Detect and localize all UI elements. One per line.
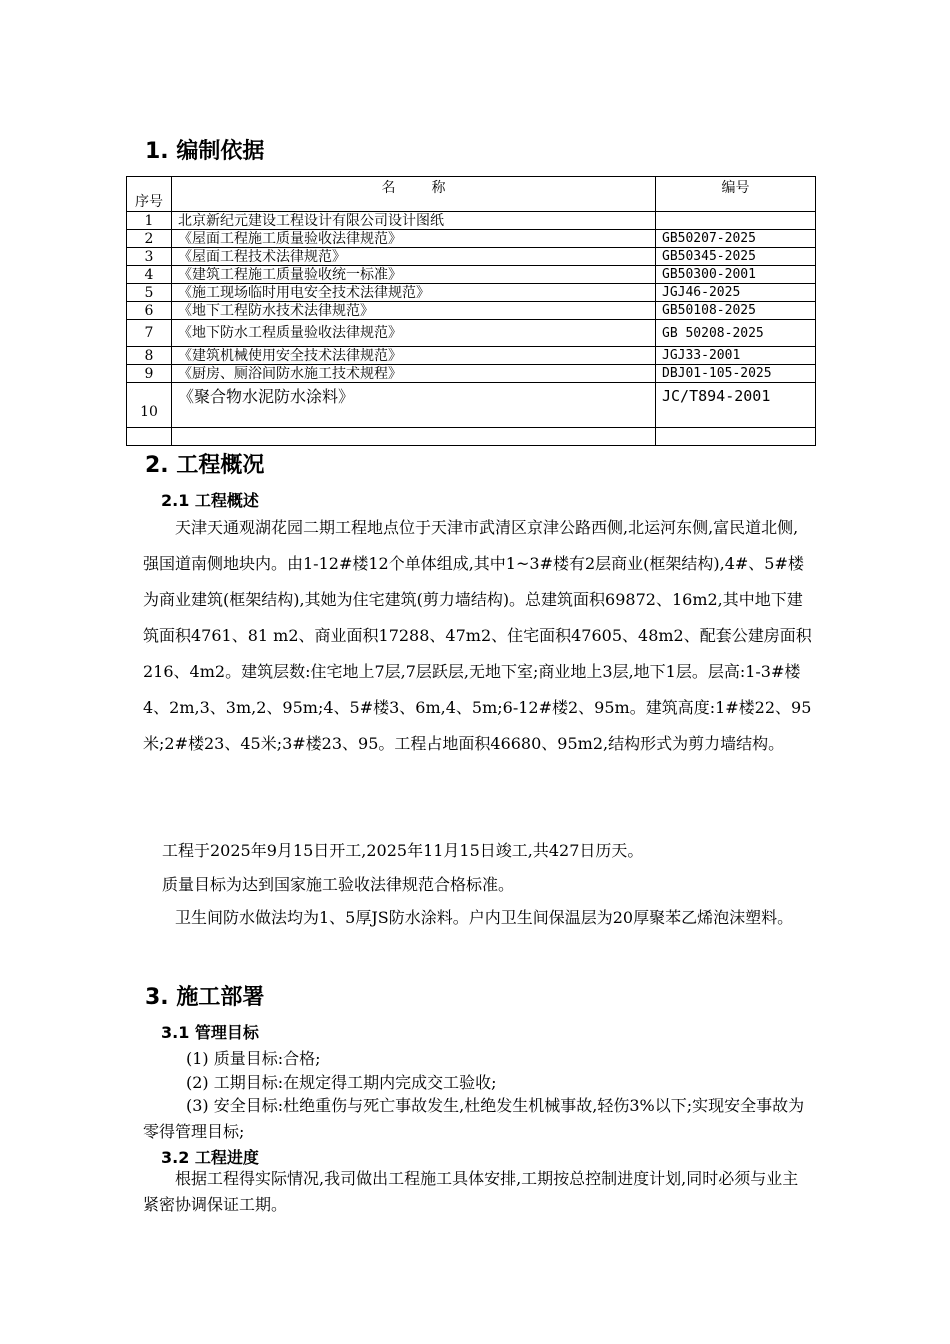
overview-paragraph: 天津天通观湖花园二期工程地点位于天津市武清区京津公路西侧,北运河东侧,富民道北侧,强国道南侧地块内。由1-12#楼12个单体组成,其中1~3#楼有2层商业(框架结构),4#、5#楼为商业建筑(框架结构),其她为住宅建筑(剪力墙结构)。总建筑面积69872、16m2,其中地下建筑面积4761、81 m2、商业面积17288、47m2、住宅面积47605、48m2、配套公建房面积216、4m2。建筑层数:住宅地上7层,7层跃层,无地下室;商业地上3层,地下1层。层高:1-3#楼4、2m,3、3m,2、95m;4、5#楼3、6m,4、5m;6-12#楼2、95m。建筑高度:1#楼22、95米;2#楼23、45米;3#楼23、95。工程占地面积46680、95m2,结构形式为剪力墙结构。 [143, 518, 812, 753]
section-2-title: 2. 工程概况 [145, 453, 265, 478]
row-code [656, 428, 816, 446]
row-name: 《屋面工程施工质量验收法律规范》 [172, 230, 656, 248]
row-code: GB50207-2025 [656, 230, 816, 248]
subsection-2-1-title: 2.1 工程概述 [161, 491, 259, 510]
row-name: 《厨房、厕浴间防水施工技术规程》 [172, 365, 656, 383]
table-row [127, 212, 816, 230]
subsection-3-1-title: 3.1 管理目标 [161, 1023, 259, 1042]
row-no: 10 [127, 383, 172, 428]
row-code: JC/T894-2001 [656, 383, 816, 428]
row-no: 1 [127, 212, 172, 230]
section-1-title: 1. 编制依据 [145, 139, 265, 164]
row-name: 《聚合物水泥防水涂料》 [172, 383, 656, 428]
table-row [127, 383, 816, 428]
quality-paragraph: 质量目标为达到国家施工验收法律规范合格标准。 [162, 875, 515, 894]
row-name: 《屋面工程技术法律规范》 [172, 248, 656, 266]
row-no: 9 [127, 365, 172, 383]
row-no: 8 [127, 347, 172, 365]
goal-schedule: (2) 工期目标:在规定得工期内完成交工验收; [186, 1073, 497, 1092]
row-name: 《地下防水工程质量验收法律规范》 [172, 320, 656, 347]
row-name: 《建筑工程施工质量验收统一标准》 [172, 266, 656, 284]
table-row [127, 320, 816, 347]
row-name: 《施工现场临时用电安全技术法律规范》 [172, 284, 656, 302]
header-no: 序号 [127, 177, 172, 212]
row-no: 7 [127, 320, 172, 347]
progress-paragraph: 根据工程得实际情况,我司做出工程施工具体安排,工期按总控制进度计划,同时必须与业主紧密协调保证工期。 [143, 1169, 799, 1214]
row-code: GB50108-2025 [656, 302, 816, 320]
row-no: 4 [127, 266, 172, 284]
goal-quality: (1) 质量目标:合格; [186, 1049, 321, 1068]
goal-safety: (3) 安全目标:杜绝重伤与死亡事故发生,杜绝发生机械事故,轻伤3%以下;实现安全事故为零得管理目标; [143, 1096, 805, 1141]
table-row [127, 302, 816, 320]
row-no: 3 [127, 248, 172, 266]
row-code [656, 212, 816, 230]
row-code: GB 50208-2025 [656, 320, 816, 347]
header-code: 编号 [656, 177, 816, 212]
row-name: 《建筑机械使用安全技术法律规范》 [172, 347, 656, 365]
row-no: 6 [127, 302, 172, 320]
row-name [172, 428, 656, 446]
row-no: 5 [127, 284, 172, 302]
row-name: 北京新纪元建设工程设计有限公司设计图纸 [172, 212, 656, 230]
table-row [127, 365, 816, 383]
row-name: 《地下工程防水技术法律规范》 [172, 302, 656, 320]
row-code: JGJ46-2025 [656, 284, 816, 302]
row-code: GB50345-2025 [656, 248, 816, 266]
table-row [127, 230, 816, 248]
waterproof-paragraph: 卫生间防水做法均为1、5厚JS防水涂料。户内卫生间保温层为20厚聚苯乙烯泡沫塑料。 [175, 908, 794, 927]
basis-table [126, 176, 816, 446]
table-row [127, 266, 816, 284]
row-code: JGJ33-2001 [656, 347, 816, 365]
subsection-3-2-title: 3.2 工程进度 [161, 1148, 259, 1167]
schedule-paragraph: 工程于2025年9月15日开工,2025年11月15日竣工,共427日历天。 [162, 841, 644, 860]
table-row [127, 248, 816, 266]
table-header-row [127, 177, 816, 212]
table-row [127, 428, 816, 446]
row-code: GB50300-2001 [656, 266, 816, 284]
table-row [127, 284, 816, 302]
row-code: DBJ01-105-2025 [656, 365, 816, 383]
row-no: 2 [127, 230, 172, 248]
table-row [127, 347, 816, 365]
section-3-title: 3. 施工部署 [145, 985, 265, 1010]
row-no [127, 428, 172, 446]
header-name [172, 177, 656, 212]
header-name-b: 称 [431, 180, 446, 196]
header-name-a: 名 [381, 180, 396, 196]
